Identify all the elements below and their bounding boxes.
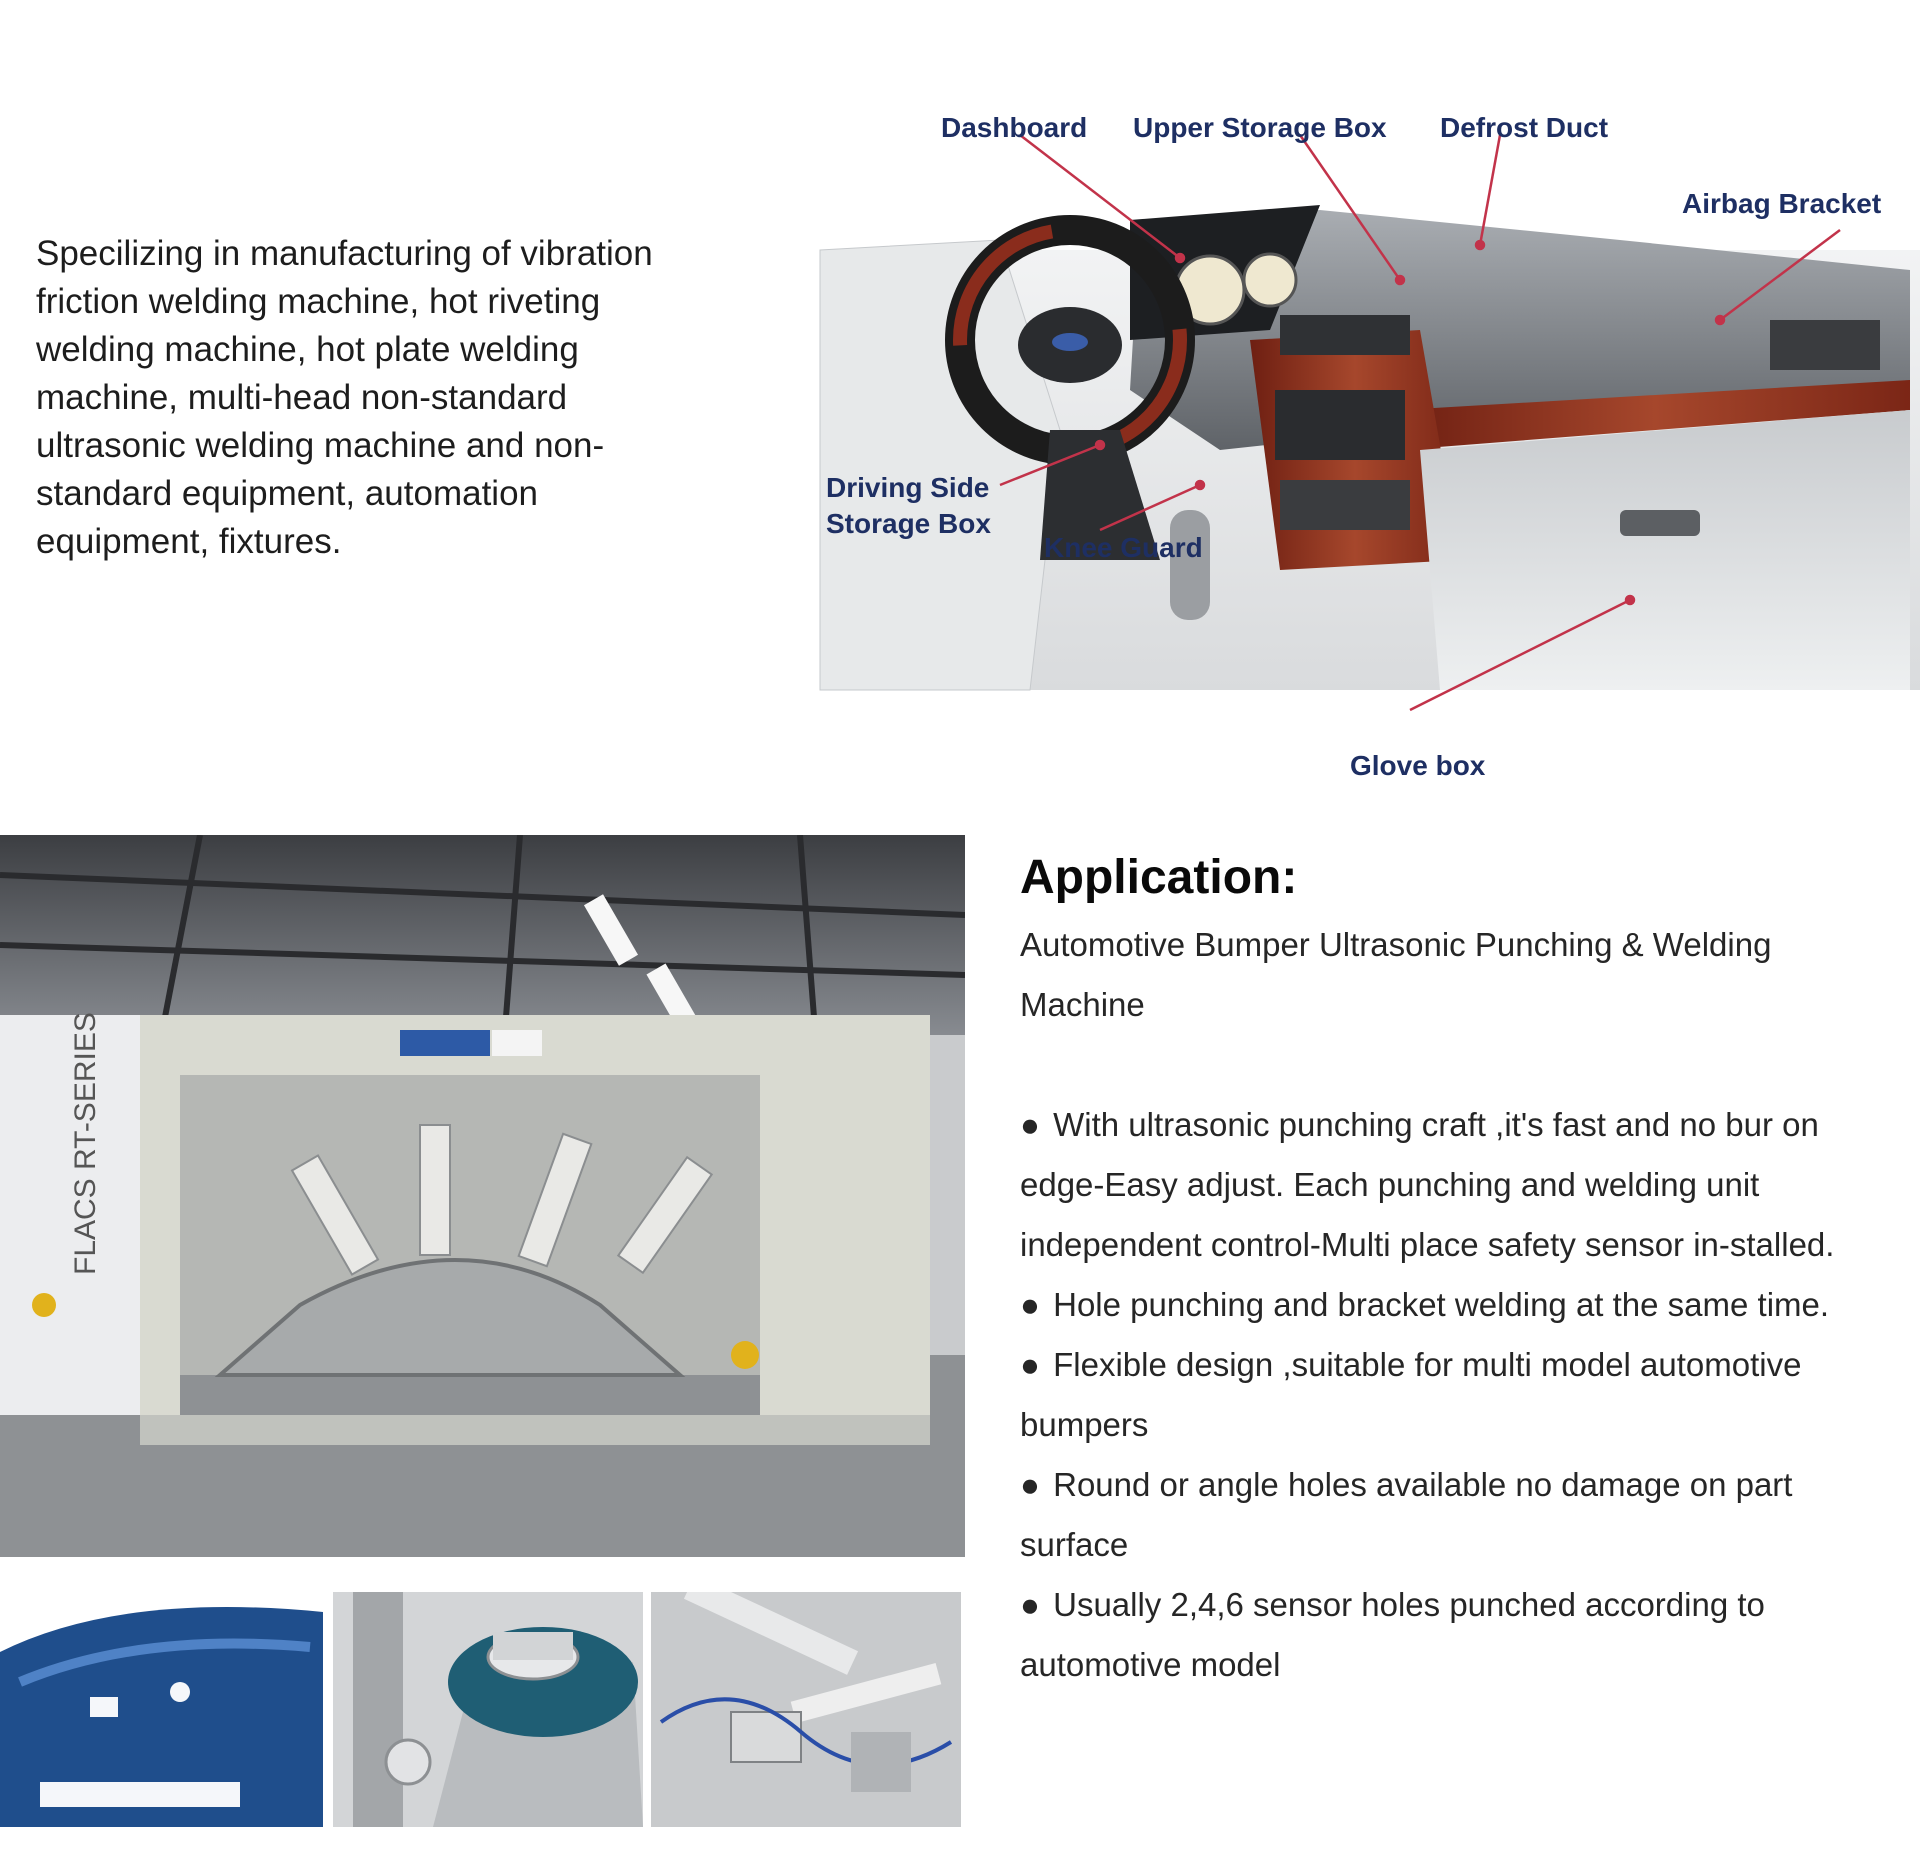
bullet-dot: ● [1020,1106,1040,1143]
feature-text: Usually 2,4,6 sensor holes punched according to automotive model [1020,1586,1765,1683]
bumper-illustration [0,1592,323,1827]
label-driving-side-storage-box: Driving Side Storage Box [826,472,991,539]
fixture-post [353,1592,403,1827]
application-subtitle: Automotive Bumper Ultrasonic Punching & Welding Machine [1020,926,1772,1023]
small-bushing [386,1740,430,1784]
unit-bracket [851,1732,911,1792]
feature-bullet-5 [1020,1575,1890,1695]
yellow-button-right [731,1341,759,1369]
bullet-dot: ● [1020,1286,1040,1323]
arrow-upper-storage-head [1396,276,1404,284]
center-vent [1280,315,1410,355]
arrow-defrost-head [1476,241,1484,249]
yellow-button-left [32,1293,56,1317]
punch-cylinder [493,1632,573,1660]
thumb-unit-photo [651,1592,961,1827]
label-knee-guard: Knee Guard [1044,532,1203,563]
intro-paragraph: Specilizing in manufacturing of vibration friction welding machine, hot riveting welding machine, hot plate welding machine, multi-head non-standard ultrasonic welding machine and non-standard equipment, automation equipment, fixtures. [36,234,653,561]
machine-sign-label [492,1030,542,1056]
arrow-glove-box-head [1626,596,1634,604]
feature-bullet-1 [1020,1095,1890,1275]
machine-side-text: FLACS RT-SERIES [69,1012,102,1275]
machine-photo [0,835,965,1557]
machine-illustration [0,835,965,1557]
machine-sign [400,1030,490,1056]
label-glove-box: Glove box [1350,750,1486,781]
feature-text: Hole punching and bracket welding at the same time. [1053,1286,1830,1323]
feature-bullet-3 [1020,1335,1890,1455]
bumper-slot [40,1782,240,1807]
label-upper-storage-box: Upper Storage Box [1133,112,1387,143]
label-dashboard: Dashboard [941,112,1088,143]
thumb-bumper-photo [0,1592,323,1827]
lower-dashboard [1420,410,1910,690]
dashboard-diagram [800,90,1920,810]
arrow-dashboard-head [1176,254,1184,262]
feature-bullet-2 [1020,1275,1890,1335]
thumb-punch-photo [333,1592,643,1827]
bullet-dot: ● [1020,1586,1040,1623]
application-title: Application: [1020,851,1298,904]
unit-cylinder [731,1712,801,1762]
label-airbag-bracket: Airbag Bracket [1682,188,1882,219]
bullet-dot: ● [1020,1346,1040,1383]
bumper-square-hole [90,1697,118,1717]
gauge-right [1244,254,1296,306]
feature-text: Flexible design ,suitable for multi model automotive bumpers [1020,1346,1802,1443]
machine-frame-left [140,1015,180,1415]
arrow-driving-side-head [1096,441,1104,449]
arrow-knee-guard-head [1196,481,1204,489]
side-vent [1770,320,1880,370]
machine-base [140,1415,930,1445]
feature-bullet-4 [1020,1455,1890,1575]
radio-unit [1275,390,1405,460]
steering-logo [1052,333,1088,351]
climate-controls [1280,480,1410,530]
feature-text: Round or angle holes available no damage on part surface [1020,1466,1793,1563]
arrow-airbag-head [1716,316,1724,324]
unit-illustration [651,1592,961,1827]
label-defrost-duct: Defrost Duct [1440,112,1609,143]
bullet-dot: ● [1020,1466,1040,1503]
application-body [1020,915,1890,1695]
feature-text: With ultrasonic punching craft ,it's fast and no bur on edge-Easy adjust. Each punching and welding unit independent control-Multi place safety sensor in-stalled. [1020,1106,1835,1263]
punch-illustration [333,1592,643,1827]
bumper-sensor-hole [170,1682,190,1702]
machine-frame-right [760,1015,930,1435]
glove-box-handle [1620,510,1700,536]
